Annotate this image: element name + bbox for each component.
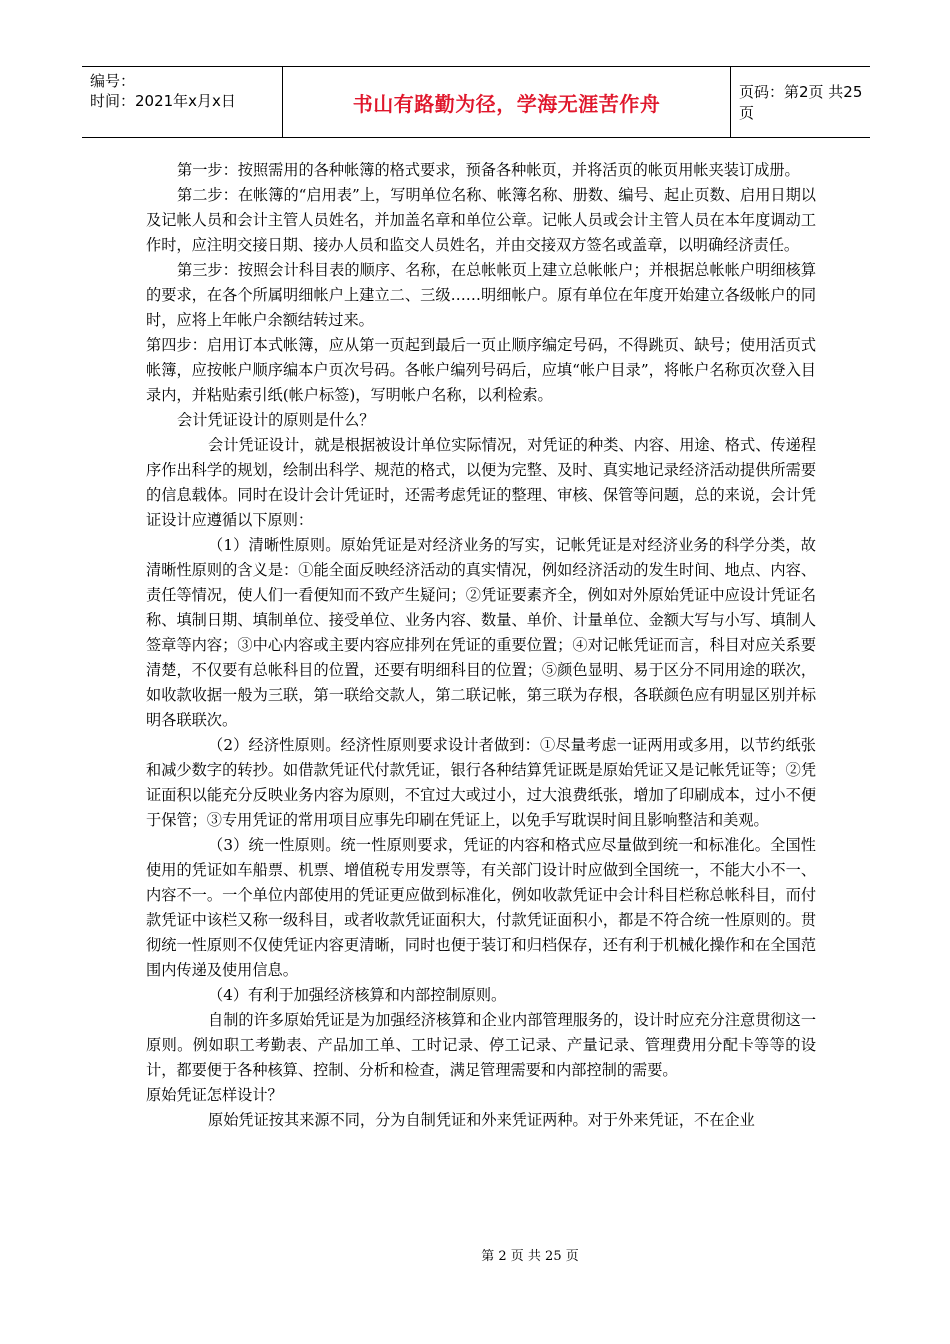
date-label: 时间：2021年x月x日 [90, 92, 236, 110]
section-heading-principles: 会计凭证设计的原则是什么？ [177, 411, 375, 429]
serial-number-label: 编号： [90, 72, 136, 90]
paragraph-principle-4-detail: 自制的许多原始凭证是为加强经济核算和企业内部管理服务的，设计时应充分注意贯彻这一原则。例如职工考勤表、产品加工单、工时记录、停工记录、产量记录、管理费用分配卡等等的设计，都要便于各种核算、控制、分析和检查，满足管理需要和内部控制的需要。 [146, 1011, 816, 1079]
section-heading-original-voucher: 原始凭证怎样设计？ [146, 1086, 283, 1104]
header-motto: 书山有路勤为径，学海无涯苦作舟 [352, 91, 661, 116]
paragraph-step-3: 第三步：按照会计科目表的顺序、名称，在总帐帐页上建立总帐帐户；并根据总帐帐户明细核算的要求，在各个所属明细帐户上建立二、三级……明细帐户。原有单位在年度开始建立各级帐户的同时，应将上年帐户余额结转过来。 [146, 261, 816, 329]
header-middle-cell [283, 67, 731, 137]
paragraph-principle-2: （2）经济性原则。经济性原则要求设计者做到：①尽量考虑一证两用或多用，以节约纸张和减少数字的转抄。如借款凭证代付款凭证，银行各种结算凭证既是原始凭证又是记帐凭证等；②凭证面积以能充分反映业务内容为原则，不宜过大或过小，过大浪费纸张，增加了印刷成本，过小不便于保管；③专用凭证的常用项目应事先印刷在凭证上，以免手写耽误时间且影响整洁和美观。 [146, 736, 816, 829]
paragraph-step-2: 第二步：在帐簿的“启用表”上，写明单位名称、帐簿名称、册数、编号、起止页数、启用日期以及记帐人员和会计主管人员姓名，并加盖名章和单位公章。记帐人员或会计主管人员在本年度调动工作时，应注明交接日期、接办人员和监交人员姓名，并由交接双方签名或盖章，以明确经济责任。 [146, 186, 816, 254]
paragraph-step-1: 第一步：按照需用的各种帐簿的格式要求，预备各种帐页，并将活页的帐页用帐夹装订成册。 [177, 161, 800, 179]
header-right-cell [731, 67, 870, 137]
paragraph-principle-3: （3）统一性原则。统一性原则要求，凭证的内容和格式应尽量做到统一和标准化。全国性使用的凭证如车船票、机票、增值税专用发票等，有关部门设计时应做到全国统一，不能大小不一、内容不一。一个单位内部使用的凭证更应做到标准化，例如收款凭证中会计科目栏称总帐科目，而付款凭证中该栏又称一级科目，或者收款凭证面积大，付款凭证面积小，都是不符合统一性原则的。贯彻统一性原则不仅使凭证内容更清晰，同时也便于装订和归档保存，还有利于机械化操作和在全国范围内传递及使用信息。 [146, 836, 816, 979]
page-footer [0, 1245, 950, 1264]
document-body [146, 158, 816, 1133]
paragraph-principle-4: （4）有利于加强经济核算和内部控制原则。 [208, 986, 507, 1004]
paragraph-principle-1: （1）清晰性原则。原始凭证是对经济业务的写实，记帐凭证是对经济业务的科学分类，故清晰性原则的含义是：①能全面反映经济活动的真实情况，例如经济活动的发生时间、地点、内容、责任等情况，使人们一看便知而不致产生疑问；②凭证要素齐全，例如对外原始凭证中应设计凭证名称、填制日期、填制单位、接受单位、业务内容、数量、单价、计量单位、金额大写与小写、填制人签章等内容；③中心内容或主要内容应排列在凭证的重要位置；④对记帐凭证而言，科目对应关系要清楚，不仅要有总帐科目的位置，还要有明细科目的位置；⑤颜色显明、易于区分不同用途的联次，如收款收据一般为三联，第一联给交款人，第二联记帐，第三联为存根，各联颜色应有明显区别并标明各联联次。 [146, 536, 816, 729]
page-code: 页码：第2页 共25页 [739, 83, 863, 122]
header-left-cell [82, 67, 283, 137]
paragraph-intro-principles: 会计凭证设计，就是根据被设计单位实际情况，对凭证的种类、内容、用途、格式、传递程序作出科学的规划，绘制出科学、规范的格式，以便为完整、及时、真实地记录经济活动提供所需要的信息载体。同时在设计会计凭证时，还需考虑凭证的整理、审核、保管等问题，总的来说，会计凭证设计应遵循以下原则： [146, 436, 816, 529]
footer-page-number: 第 2 页 共 25 页 [481, 1249, 579, 1264]
paragraph-step-4: 第四步：启用订本式帐簿，应从第一页起到最后一页止顺序编定号码，不得跳页、缺号；使用活页式帐簿，应按帐户顺序编本户页次号码。各帐户编列号码后，应填“帐户目录”，将帐户名称页次登入目录内，并粘贴索引纸(帐户标签)，写明帐户名称，以利检索。 [146, 336, 816, 404]
page-header [82, 66, 870, 138]
paragraph-original-voucher: 原始凭证按其来源不同，分为自制凭证和外来凭证两种。对于外来凭证，不在企业 [208, 1111, 755, 1129]
